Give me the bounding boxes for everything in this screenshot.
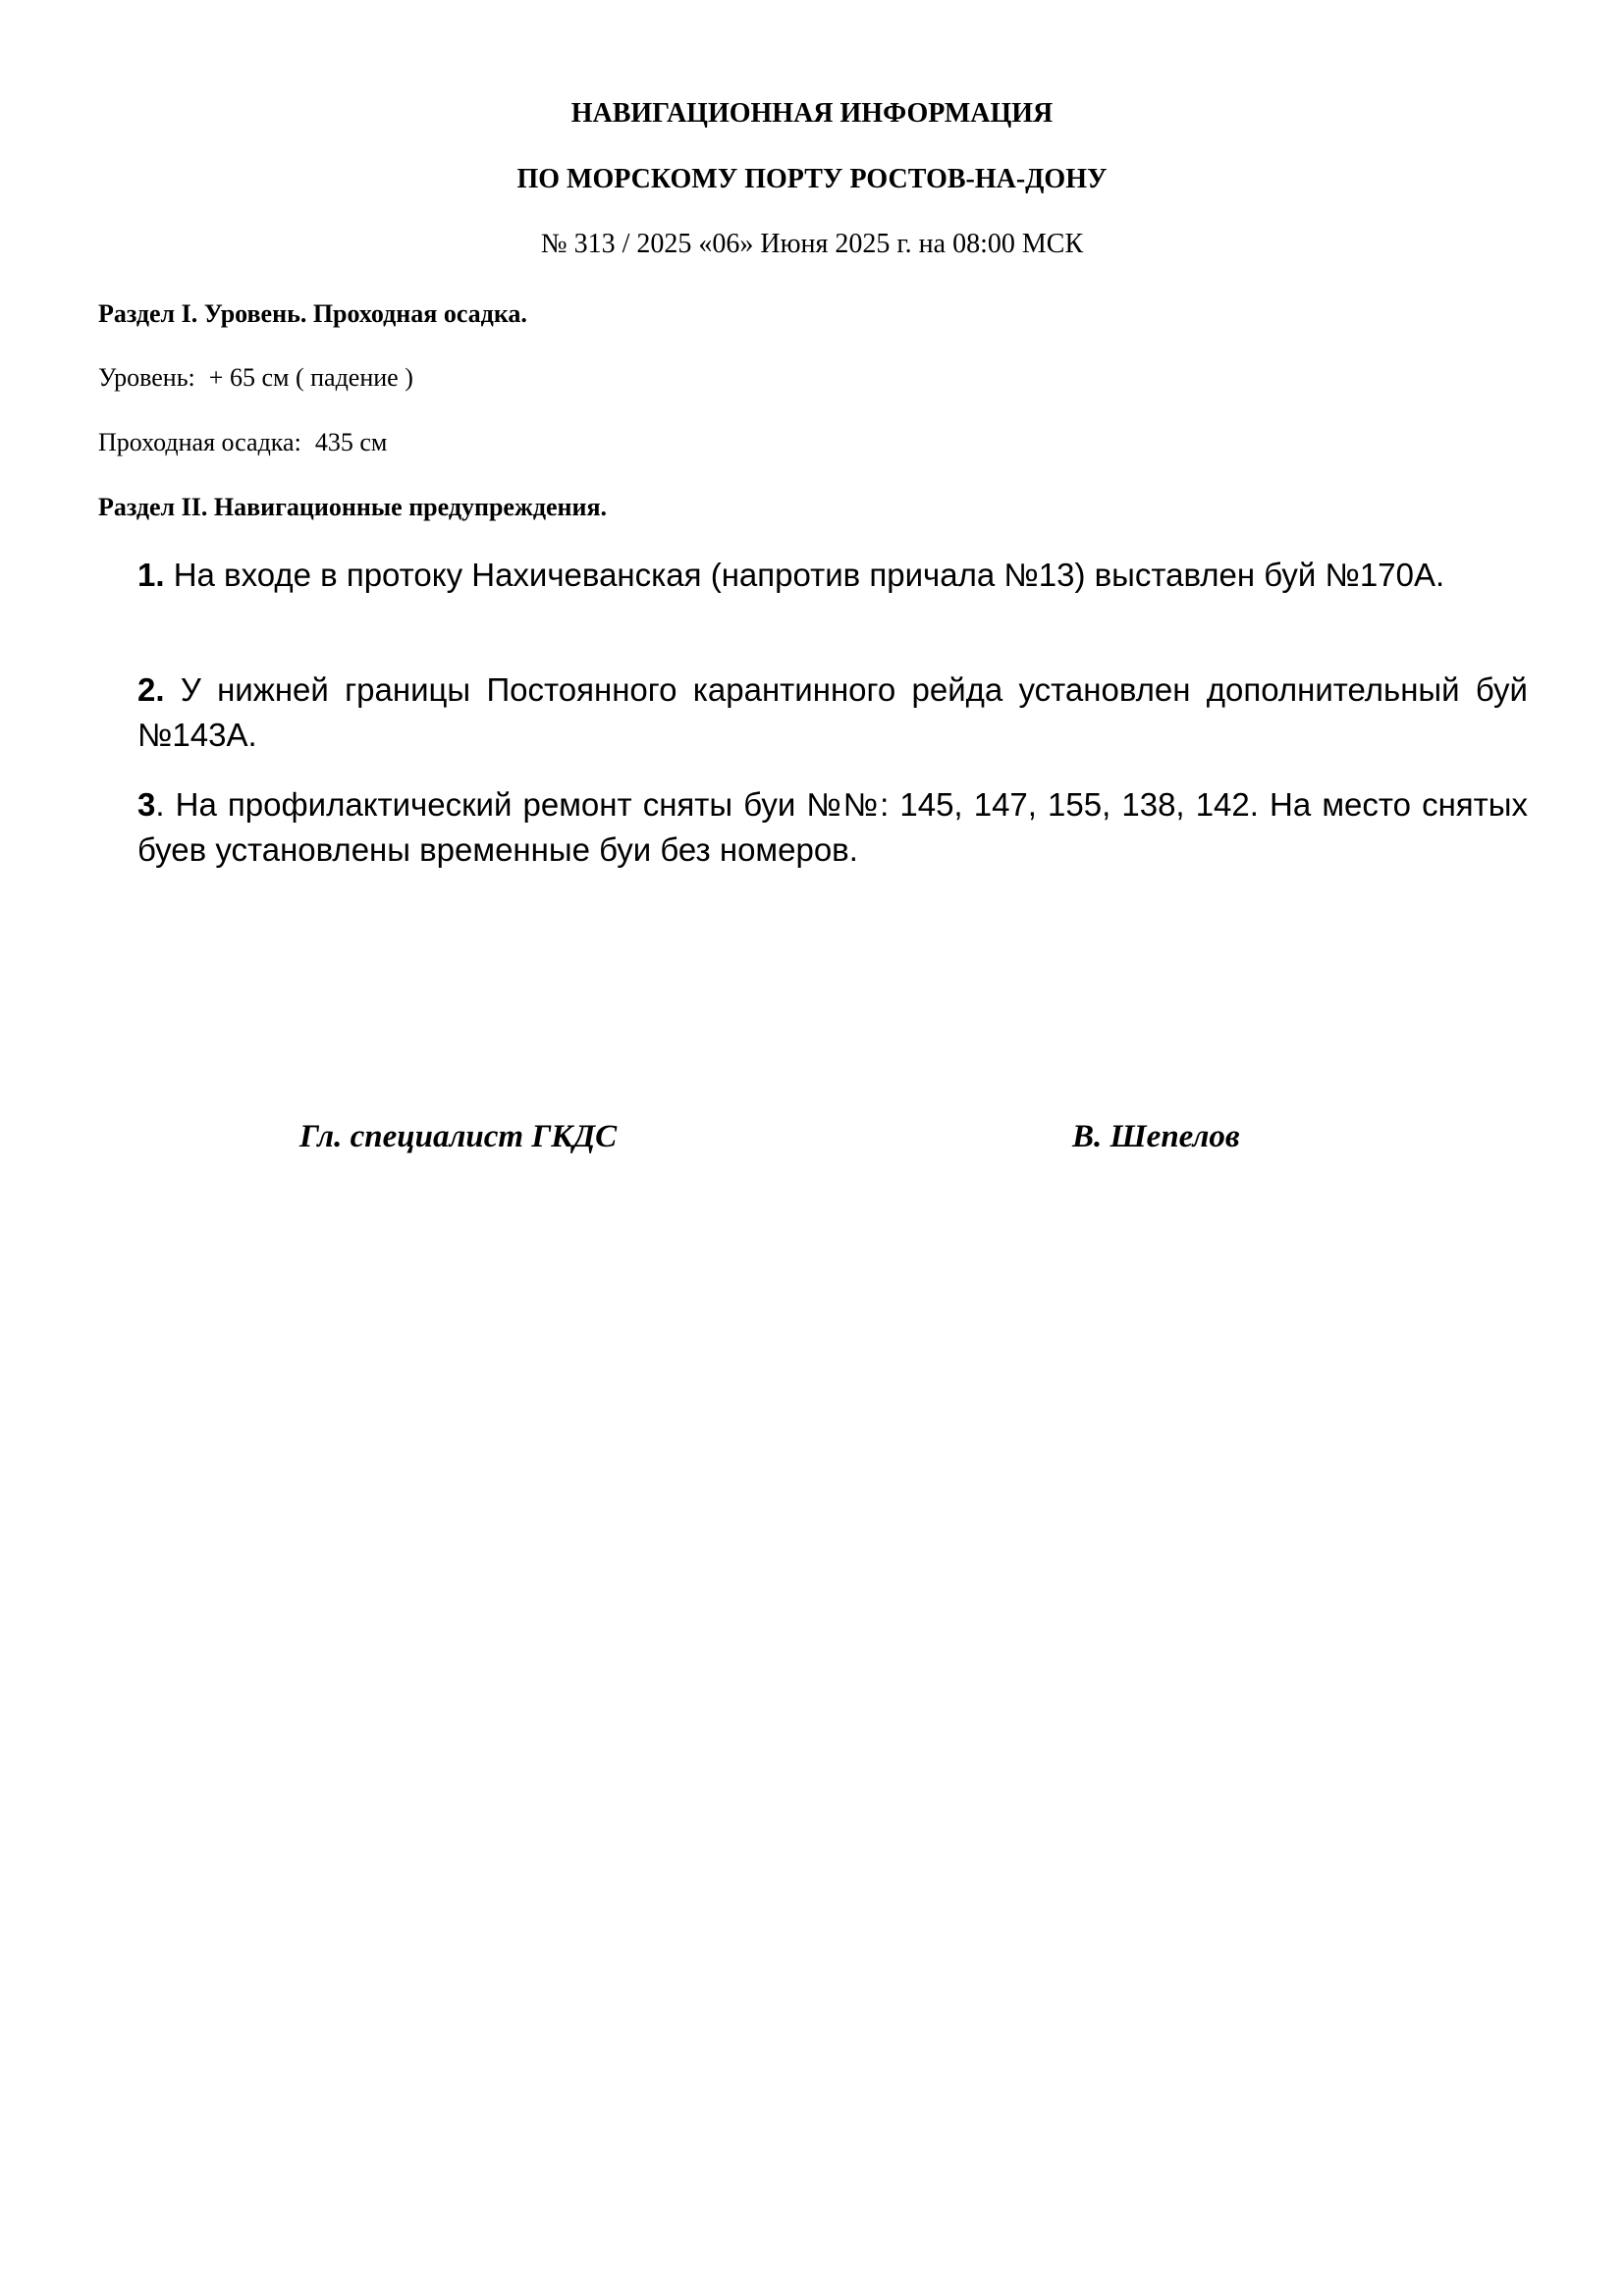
warning-number: 2. [137, 671, 165, 708]
section-2-heading: Раздел II. Навигационные предупреждения. [98, 493, 608, 521]
warning-item [137, 553, 1528, 598]
signature-position: Гл. специалист ГКДС [299, 1119, 618, 1154]
warning-text: У нижней границы Постоянного карантинного рейда установлен дополнительный буй №143А. [137, 671, 1528, 753]
draft-value: 435 см [314, 428, 388, 456]
signature-name: В. Шепелов [1072, 1119, 1240, 1154]
draft-label: Проходная осадка: [98, 428, 301, 456]
warning-text: . На профилактический ремонт сняты буи №№: 145, 147, 155, 138, 142. На место снятых буев установлены временные буи без номеров. [137, 786, 1528, 868]
section-1-heading: Раздел I. Уровень. Проходная осадка. [98, 299, 527, 328]
warning-number: 3 [137, 786, 156, 823]
draft-row [98, 428, 387, 457]
level-row [98, 363, 413, 393]
warning-text: На входе в протоку Нахичеванская (напротив причала №13) выставлен буй №170А. [173, 557, 1445, 593]
level-value: + 65 см ( падение ) [208, 363, 413, 392]
document-title-line-2: ПО МОРСКОМУ ПОРТУ РОСТОВ-НА-ДОНУ [516, 164, 1108, 194]
level-label: Уровень: [98, 363, 195, 392]
document-title-line-1: НАВИГАЦИОННАЯ ИНФОРМАЦИЯ [570, 98, 1054, 129]
warning-number: 1. [137, 557, 165, 593]
warning-item [137, 667, 1528, 758]
warning-item [137, 782, 1528, 873]
issue-number-date: № 313 / 2025 «06» Июня 2025 г. на 08:00 МСК [540, 229, 1084, 259]
